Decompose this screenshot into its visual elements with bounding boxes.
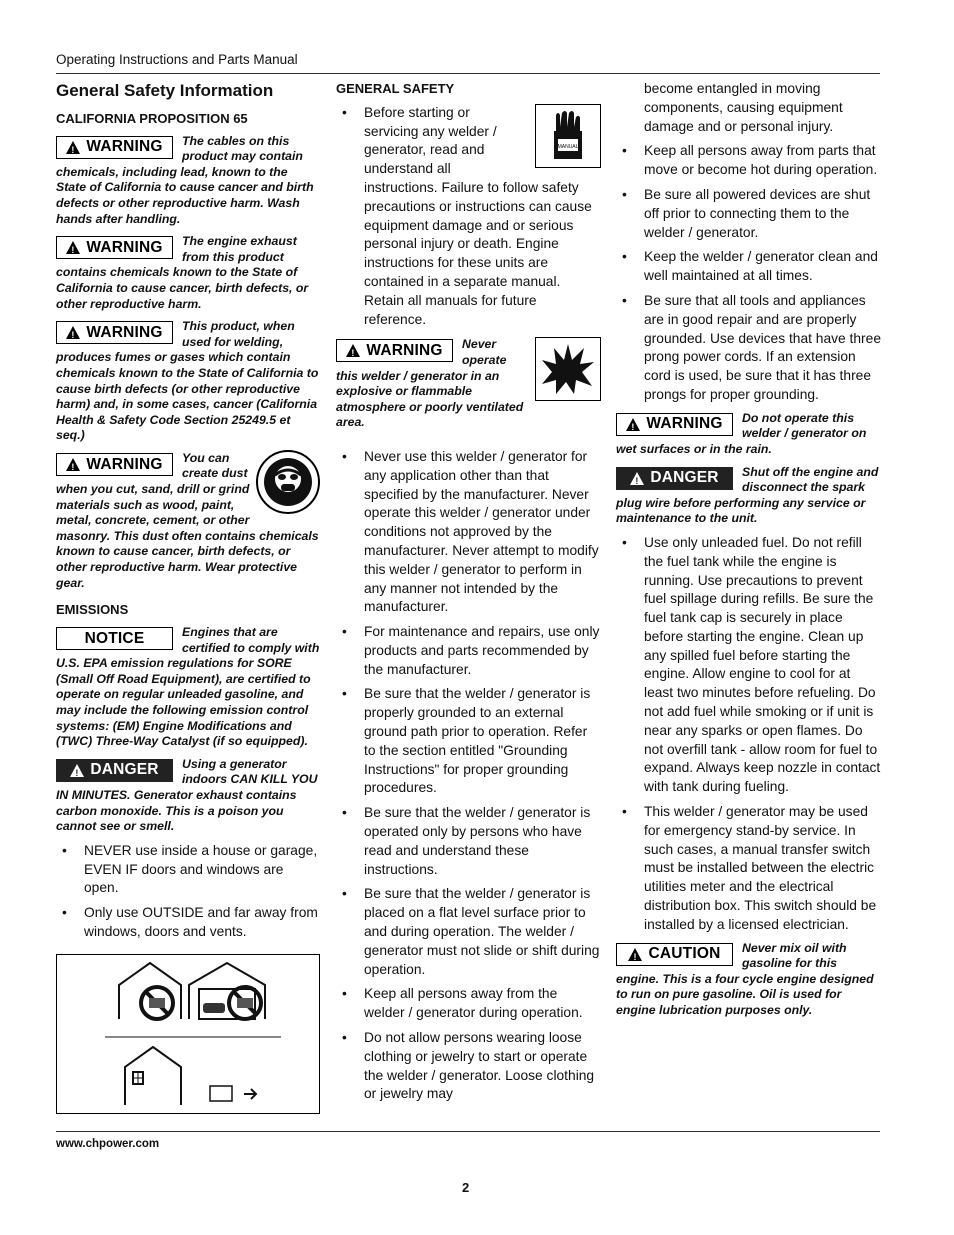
alert-triangle-icon bbox=[66, 141, 80, 154]
list-item: • Never use this welder / generator for any application other than that specified by the manufacturer. Never operate this welder / generator under conditions not approved by the manufacturer. Never attempt to modify this welder / generator to perform in any manner not intended by the manufacturer. bbox=[336, 448, 601, 617]
general-safety-intro bbox=[336, 104, 601, 330]
list-item: • Be sure that the welder / generator is operated only by persons who have read and understand these instructions. bbox=[336, 804, 601, 879]
alert-triangle-icon bbox=[346, 344, 360, 357]
general-safety-heading: GENERAL SAFETY bbox=[336, 81, 455, 96]
column-3 bbox=[616, 80, 881, 1026]
oil-caution-note bbox=[616, 941, 881, 1019]
note-text: Using a generator indoors CAN KILL YOU IN MINUTES. Generator exhaust contains carbon monoxide. This is a poison you cannot see or smell. bbox=[56, 756, 318, 834]
list-item: • Be sure all powered devices are shut off prior to connecting them to the welder / generator. bbox=[616, 186, 881, 242]
alert-triangle-icon bbox=[630, 472, 644, 485]
alert-triangle-icon bbox=[66, 326, 80, 339]
general-safety-bullets bbox=[336, 448, 601, 1104]
page-number: 2 bbox=[462, 1180, 470, 1195]
note-text: This product, when used for welding, produces fumes or gases which contain chemicals known to the State of California to cause birth defects (or other reproductive harm) and, in some cases, cancer (California Health & Safety Code Section 25249.5 et seq.) bbox=[56, 319, 319, 443]
section-title: General Safety Information bbox=[56, 81, 274, 100]
svg-text:MANUAL: • MANUAL bbox=[557, 143, 579, 150]
intro-text: Before starting or servicing any welder / generator, read and understand all instructions. Failure to follow safety precautions or instructions can cause equipment damage and or serious personal injury or death. Engine instructions for these units are contained in a separate manual. Retain all manuals for future reference. bbox=[364, 104, 592, 327]
service-danger-note bbox=[616, 465, 881, 527]
list-item: • Be sure that the welder / generator is properly grounded to an external ground path prior to operation. Refer to the section entitled "Grounding Instructions" for proper grounding procedures. bbox=[336, 685, 601, 798]
warning-badge: ! WARNING bbox=[56, 136, 173, 159]
list-item: • Only use OUTSIDE and far away from windows, doors and vents. bbox=[56, 904, 320, 942]
prop65-note-1 bbox=[56, 134, 320, 228]
list-item: • Be sure that the welder / generator is placed on a flat level surface prior to and during operation. The welder / generator must not slide or shift during operation. bbox=[336, 885, 601, 979]
footer-rule bbox=[56, 1131, 880, 1132]
read-manual-icon bbox=[535, 104, 601, 168]
column-1 bbox=[56, 80, 320, 1114]
emissions-heading: EMISSIONS bbox=[56, 602, 129, 618]
caution-badge: ! CAUTION bbox=[616, 943, 733, 966]
list-item: • Be sure that all tools and appliances are in good repair and are properly grounded. Use devices that have three prong power cords. If an extension cord is used, be sure that it has three prongs for proper grounding. bbox=[616, 292, 881, 405]
column-2 bbox=[336, 80, 601, 1110]
continued-text: become entangled in moving components, causing equipment damage and or personal injury. bbox=[644, 81, 843, 134]
list-item: • This welder / generator may be used for emergency stand-by service. In such cases, a manual transfer switch must be installed between the electric utilities meter and the electrical distribution box. This switch should be installed by a licensed electrician. bbox=[616, 803, 881, 935]
indoor-bullets bbox=[56, 842, 320, 942]
prop65-heading: CALIFORNIA PROPOSITION 65 bbox=[56, 110, 248, 126]
warning-badge: ! WARNING bbox=[56, 453, 173, 476]
emissions-note bbox=[56, 625, 320, 750]
wet-surface-warning-note bbox=[616, 411, 881, 458]
outdoor-use-illustration bbox=[56, 954, 320, 1114]
prop65-note-2 bbox=[56, 234, 320, 312]
respirator-mask-icon bbox=[256, 450, 320, 514]
explosion-icon bbox=[535, 337, 601, 401]
manual-title: Operating Instructions and Parts Manual bbox=[56, 52, 298, 67]
alert-triangle-icon bbox=[628, 948, 642, 961]
alert-triangle-icon bbox=[66, 241, 80, 254]
safety-bullets-b bbox=[616, 534, 881, 935]
explosive-warning-note bbox=[336, 337, 601, 431]
note-text: The engine exhaust from this product contains chemicals known to the State of California to cause cancer, birth defects, or other reproductive harm. bbox=[56, 234, 309, 311]
warning-badge: ! WARNING bbox=[336, 339, 453, 362]
safety-bullets-a bbox=[616, 142, 881, 404]
notice-badge: NOTICE bbox=[56, 627, 173, 650]
header-rule bbox=[56, 73, 880, 74]
list-item: • Keep all persons away from parts that move or become hot during operation. bbox=[616, 142, 881, 180]
list-item: • Keep the welder / generator clean and well maintained at all times. bbox=[616, 248, 881, 286]
note-text: Engines that are certified to comply with U.S. EPA emission regulations for SORE (Small Off Road Equipment), are certified to operate on regular unleaded gasoline, and may include the following emission control systems: (EM) Engine Modifications and (TWC) Three-Way Catalyst (if so equipped). bbox=[56, 625, 320, 749]
warning-badge: ! WARNING bbox=[56, 321, 173, 344]
danger-badge: ! DANGER bbox=[616, 467, 733, 490]
list-item: • Use only unleaded fuel. Do not refill the fuel tank while the engine is running. Use precautions to prevent fuel spillage during refills. Be sure the fuel tank cap is securely in place before starting the engine. Clean up any spilled fuel before starting the engine. Allow engine to cool for at least two minutes before refueling. Do not add fuel while smoking or if unit is near any sparks or open flames. Do not overfill tank - allow room for fuel to expand. Always keep nozzle in contact with tank during fueling. bbox=[616, 534, 881, 797]
note-text: You can create dust when you cut, sand, drill or grind materials such as wood, paint, metal, concrete, cement, or other masonry. This dust often contains chemicals known to cause cancer, birth defects, or other reproductive harm. Wear protective gear. bbox=[56, 450, 319, 590]
list-item: • NEVER use inside a house or garage, EVEN IF doors and windows are open. bbox=[56, 842, 320, 898]
note-text: The cables on this product may contain chemicals, including lead, known to the State of California to cause cancer and birth defects or other reproductive harm. Wash hands after handling. bbox=[56, 133, 314, 226]
footer-url: www.chpower.com bbox=[56, 1138, 160, 1150]
note-text: Shut off the engine and disconnect the spark plug wire before performing any service or maintenance to the unit. bbox=[616, 464, 879, 526]
list-item: • Do not allow persons wearing loose clothing or jewelry to start or operate the welder / generator. Loose clothing or jewelry may bbox=[336, 1029, 601, 1104]
prop65-note-3 bbox=[56, 319, 320, 444]
alert-triangle-icon bbox=[626, 418, 640, 431]
list-item bbox=[336, 104, 601, 330]
warning-badge: ! WARNING bbox=[616, 413, 733, 436]
danger-badge: ! DANGER bbox=[56, 759, 173, 782]
note-text: Never operate this welder / generator in an explosive or flammable atmosphere or poorly ventilated area. bbox=[336, 337, 524, 430]
indoor-danger-note bbox=[56, 757, 320, 835]
alert-triangle-icon bbox=[70, 764, 84, 777]
alert-triangle-icon bbox=[66, 458, 80, 471]
list-item: • Keep all persons away from the welder / generator during operation. bbox=[336, 985, 601, 1023]
note-text: Do not operate this welder / generator on wet surfaces or in the rain. bbox=[616, 410, 867, 456]
warning-badge: ! WARNING bbox=[56, 236, 173, 259]
note-text: Never mix oil with gasoline for this engine. This is a four cycle engine designed to run on pure gasoline. Oil is used for engine lubrication purposes only. bbox=[616, 940, 874, 1018]
list-item: • For maintenance and repairs, use only products and parts recommended by the manufacturer. bbox=[336, 623, 601, 679]
prop65-note-4 bbox=[56, 451, 320, 591]
